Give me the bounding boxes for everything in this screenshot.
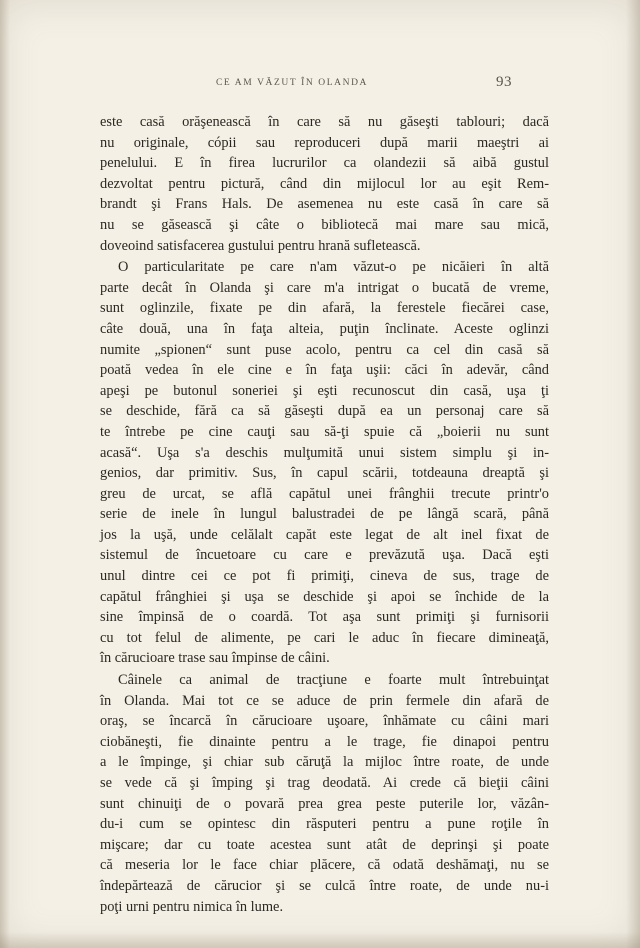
text-line: se vede că şi împing şi trag deodată. Ai crede că bieţii câini (100, 775, 549, 791)
text-line: este casă orăşenească în care să nu găseşti tablouri; dacă (100, 114, 549, 130)
text-line: sunt oglinzile, fixate pe din afară, la ferestele fiecărei case, (100, 300, 549, 317)
text-line: poţi urni pentru nimica în lume. (100, 898, 284, 915)
text-line: unul dintre cei ce pot fi primiţi, cineva de sus, trage de (100, 568, 549, 585)
running-head-title: CE AM VĂZUT ÎN OLANDA (216, 78, 368, 88)
text-line: doveoind satisfacerea gustului pentru hrană sufletească. (100, 237, 421, 254)
text-line: îndepărtează de cărucior şi se culcă între roate, de unde nu-i (100, 877, 549, 894)
text-line: poată vedea în ele cine e în faţa uşii: căci în adevăr, când (100, 362, 549, 379)
text-line: sine împinsă de o coardă. Tot aşa sunt primiţi şi furnisorii (100, 609, 549, 626)
text-line: O particularitate pe care n'am văzut-o pe nicăieri în altă (118, 259, 549, 276)
text-line: se deschide, fără ca să găseşti după ea un personaj care să (100, 403, 549, 420)
text-line: a le împinge, şi chiar sub căruţă la mijloc între roate, de unde (100, 754, 549, 771)
text-line: nu originale, cópii sau reproduceri după marii maeştri ai (100, 134, 549, 151)
text-line: oraş, se încarcă în cărucioare uşoare, înhămate cu câini mari (100, 713, 549, 730)
running-head (0, 76, 640, 94)
text-line: câte două, una în faţa alteia, puţin înclinate. Aceste oglinzi (100, 320, 549, 337)
paragraph (100, 112, 549, 256)
page-number: 93 (496, 74, 512, 90)
page-shadow-right (626, 0, 640, 948)
text-line: te întrebe pe cine cauţi sau să-ţi spuie că „boierii nu sunt (100, 423, 549, 440)
text-line: mişcare; dar cu toate acestea sunt atât de deprinşi şi poate (100, 836, 549, 853)
text-line: capătul frânghiei şi uşa se deschide şi apoi se închide de la (100, 588, 549, 605)
text-line: apeşi pe butonul soneriei şi eşti recunoscut din casă, uşa ţi (100, 382, 549, 399)
text-line: nu se găsească şi câte o bibliotecă mai mare sau mică, (100, 216, 549, 233)
text-line: ciobăneşti, fie dinainte pentru a le trage, fie dinapoi pentru (100, 733, 549, 750)
page-shadow-left (0, 0, 10, 948)
text-line: în cărucioare trase sau împinse de câini. (100, 650, 330, 667)
text-line: du-i cum se opintesc din răsputeri pentru a pune roţile în (100, 816, 549, 833)
text-line: dezvoltat pentru pictură, când din mijlocul lor au eşit Rem- (100, 175, 549, 192)
text-line: penelului. E în firea lucrurilor ca olandezii să aibă gustul (100, 155, 549, 172)
paragraph (100, 670, 549, 917)
text-line: numite „spionen“ sunt puse acolo, pentru ca cel din casă să (100, 341, 549, 358)
text-line: Câinele ca animal de tracţiune e foarte mult întrebuinţat (118, 672, 549, 689)
text-line: brandt şi Frans Hals. De asemenea nu este casă în care să (100, 196, 549, 213)
text-line: sunt chinuiţi de o povară prea grea peste puterile lor, văzân- (100, 795, 549, 812)
text-line: cu tot felul de alimente, pe cari le aduc în fiecare dimineaţă, (100, 629, 549, 646)
paragraph (100, 257, 549, 669)
text-line: în Olanda. Mai tot ce se aduce de prin fermele din afară de (100, 692, 549, 709)
text-line: acasă“. Uşa s'a deschis mulţumită unui sistem simplu şi in- (100, 444, 549, 461)
text-line: sistemul de încuetoare cu care e prevăzută uşa. Dacă eşti (100, 547, 549, 564)
text-line: jos la uşă, unde celălalt capăt este legat de alt inel fixat de (100, 526, 549, 543)
text-line: greu de urcat, se află capătul unei frânghii trecute printr'o (100, 485, 549, 502)
text-line: că meseria lor le face chiar plăcere, că odată deshămaţi, nu se (100, 857, 549, 874)
page-shadow-bottom (0, 932, 640, 948)
text-line: genios, dar primitiv. Sus, în capul scării, totdeauna dreaptă şi (100, 465, 549, 482)
text-line: parte decât în Olanda şi care m'a intrigat o bucată de vreme, (100, 279, 549, 296)
text-line: serie de inele în lungul balustradei de pe lângă scară, până (100, 506, 549, 523)
body-text (100, 112, 549, 918)
